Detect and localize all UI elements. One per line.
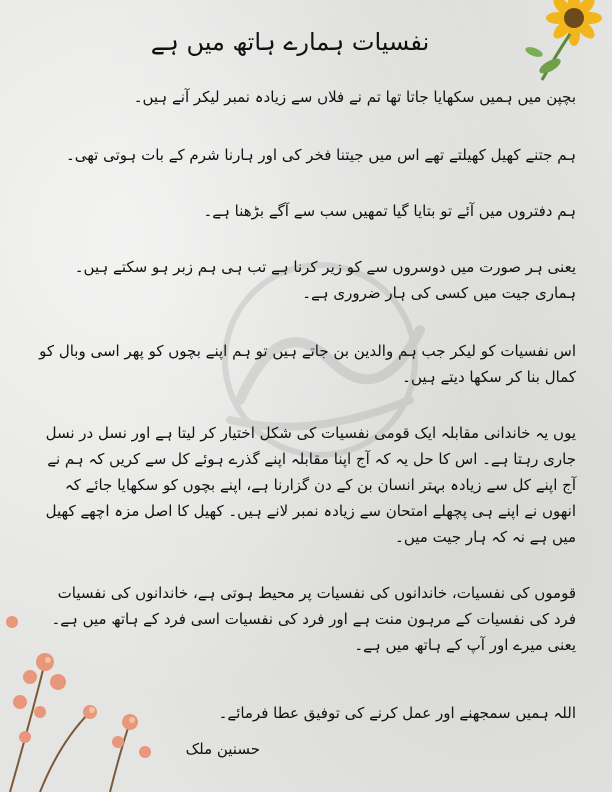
- paragraph: قوموں کی نفسیات، خاندانوں کی نفسیات پر محیط ہوتی ہے، خاندانوں کی نفسیات فرد کی نفسیات کے مرہون منت ہے اور فرد کی نفسیات اسی فرد کے ہاتھ میں ہے۔ یعنی میرے اور آپ کے ہاتھ میں ہے۔: [51, 584, 576, 654]
- paragraph: یوں یہ خاندانی مقابلہ ایک قومی نفسیات کی شکل اختیار کر لیتا ہے اور نسل در نسل جاری رہتا ہے۔ اس کا حل یہ کہ آج اپنا مقابلہ اپنے گذرے ہوئے کل سے کریں کہ ہم نے آج اپنے کل سے زیادہ بہتر انسان بن کے دن گزارنا ہے، اپنے بچوں کو سکھایا جائے کہ انھوں نے اپنے ہی پچھلے امتحان سے زیادہ نمبر لانے ہیں۔ کھیل کا اصل مزہ اچھے کھیل میں ہے نہ کہ ہار جیت میں۔: [45, 424, 576, 546]
- paragraph: اس نفسیات کو لیکر جب ہم والدین بن جاتے ہیں تو ہم اپنے بچوں کو پھر اسی وبال کو کمال بنا کر سکھا دیتے ہیں۔: [39, 342, 576, 386]
- paragraph: ہم دفتروں میں آئے تو بتایا گیا تمھیں سب سے آگے بڑھنا ہے۔: [203, 202, 576, 220]
- author-signature: حسنین ملک: [185, 740, 260, 758]
- page-title: نفسیات ہمارے ہاتھ میں ہے: [150, 28, 430, 56]
- paragraph: ہم جتنے کھیل کھیلتے تھے اس میں جیتنا فخر کی اور ہارنا شرم کے بات ہوتی تھی۔: [65, 146, 576, 164]
- paragraph: یعنی ہر صورت میں دوسروں سے کو زیر کرنا ہے تب ہی ہم زبر ہو سکتے ہیں۔ ہماری جیت میں کسی کی ہار ضروری ہے۔: [74, 258, 576, 302]
- paragraph: بچپن میں ہمیں سکھایا جاتا تھا تم نے فلاں سے زیادہ نمبر لیکر آنے ہیں۔: [133, 88, 576, 106]
- paragraph: اللہ ہمیں سمجھنے اور عمل کرنے کی توفیق عطا فرمائے۔: [218, 704, 576, 722]
- sunflower-decoration: [512, 0, 612, 90]
